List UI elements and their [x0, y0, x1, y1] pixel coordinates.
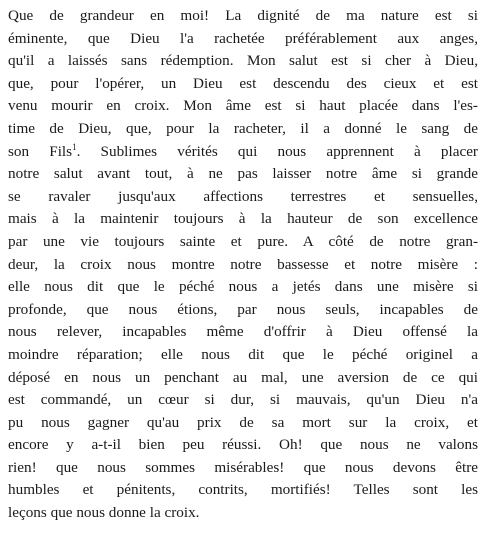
text-line: elle nous dit que le péché nous a jetés dans une misère si	[8, 278, 478, 296]
text-line: pu nous gagner qu'au prix de sa mort sur la croix, et	[8, 413, 478, 431]
text-line: est commandé, un cœur si dur, si mauvais, qu'un Dieu n'a	[8, 391, 478, 409]
text-line: moindre réparation; elle nous dit que le péché originel a	[8, 345, 478, 363]
text-line: son Fils$^1$. Sublimes vérités qui nous apprennent à placer	[8, 141, 478, 160]
text-line: qu'il a laissés sans rédemption. Mon salut est si cher à Dieu,	[8, 52, 478, 70]
text-line: profonde, que nous étions, par nous seuls, incapables de	[8, 300, 478, 318]
text-line: venu mourir en croix. Mon âme est si haut placée dans l'es-	[8, 97, 478, 115]
text-line: par une vie toujours sainte et pure. A côté de notre gran-	[8, 232, 478, 250]
text-line: time de Dieu, que, pour la racheter, il a donné le sang de	[8, 119, 478, 137]
text-line: se ravaler jusqu'aux affections terrestres et sensuelles,	[8, 187, 478, 205]
body-paragraph	[8, 5, 478, 525]
text-line: éminente, que Dieu l'a rachetée préférablement aux anges,	[8, 29, 478, 47]
text-line: Que de grandeur en moi! La dignité de ma nature est si	[8, 7, 478, 24]
text-line: mais à la maintenir toujours à la hauteur de son excellence	[8, 210, 478, 228]
text-line: leçons que nous donne la croix.	[8, 504, 200, 522]
text-line: nous relever, incapables même d'offrir à Dieu offensé la	[8, 323, 478, 341]
text-line: humbles et pénitents, contrits, mortifiés! Telles sont les	[8, 481, 478, 499]
text-line: rien! que nous sommes misérables! que nous devons être	[8, 458, 478, 476]
text-line: déposé en nous un penchant au mal, une aversion de ce qui	[8, 368, 478, 386]
text-segment: Sublimes vérités qui nous apprennent à placer	[100, 142, 478, 160]
text-segment: son Fils	[8, 142, 73, 160]
text-line: encore y a-t-il bien peu réussi. Oh! que nous ne valons	[8, 436, 478, 454]
text-line: deur, la croix nous montre notre bassesse et notre misère :	[8, 255, 478, 273]
footnote-marker: 1	[72, 141, 77, 152]
text-line: que, pour l'opérer, un Dieu est descendu des cieux et est	[8, 74, 478, 92]
text-line: notre salut avant tout, à ne pas laisser notre âme si grande	[8, 165, 478, 183]
